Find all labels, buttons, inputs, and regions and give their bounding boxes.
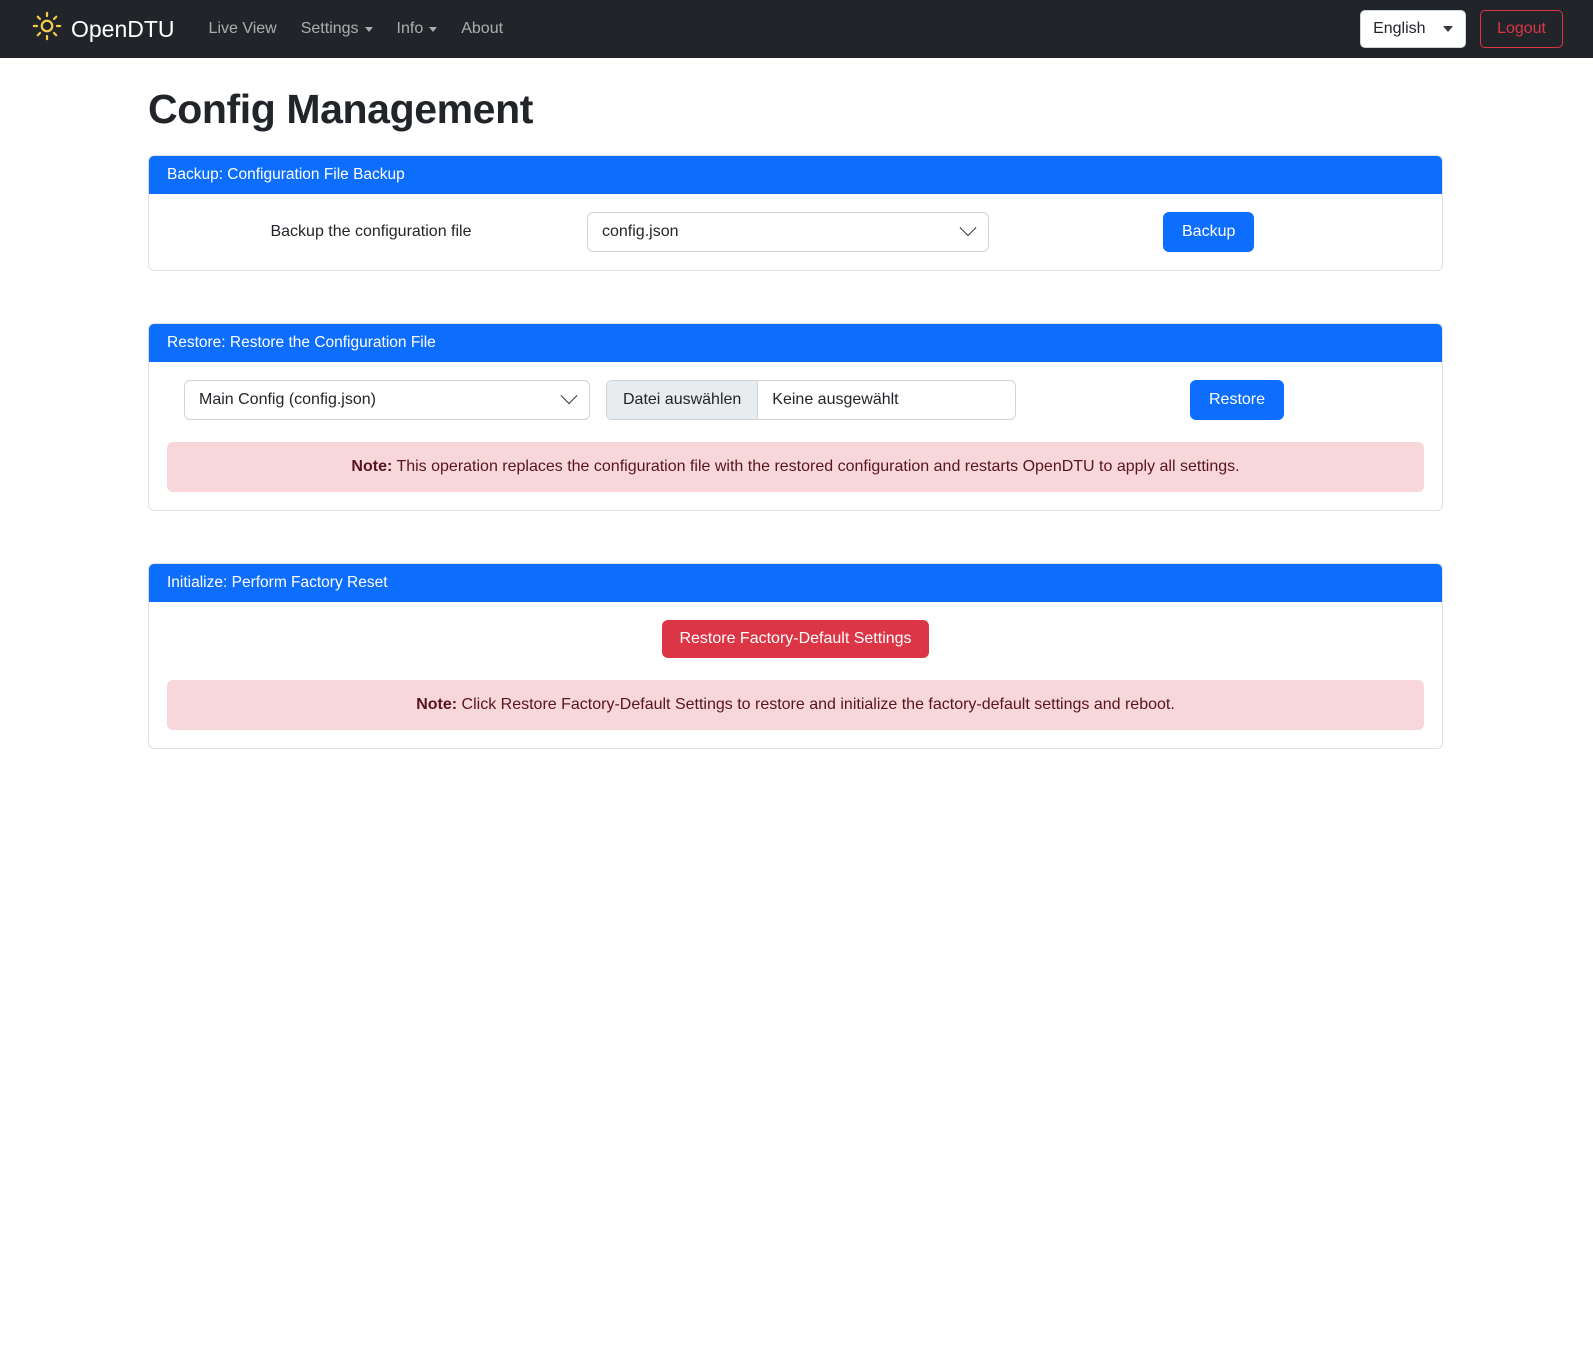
initialize-card-body [149,602,1442,748]
sun-icon [32,11,62,47]
restore-note-prefix: Note: [351,458,393,475]
chevron-down-icon [365,27,373,32]
logout-button[interactable]: Logout [1480,10,1563,48]
chevron-down-icon [960,219,977,236]
restore-config-select-value: Main Config (config.json) [199,391,376,408]
restore-note-text: This operation replaces the configuration file with the restored configuration and restarts OpenDTU to apply all settings. [396,458,1240,475]
initialize-card [148,563,1443,749]
nav-item-live-view-label: Live View [208,20,277,37]
navbar-right [1360,10,1577,48]
restore-factory-default-button[interactable]: Restore Factory-Default Settings [662,620,928,658]
backup-label: Backup the configuration file [270,223,472,240]
page-title: Config Management [148,86,533,132]
restore-card-header: Restore: Restore the Configuration File [149,324,1442,362]
restore-button[interactable]: Restore [1190,380,1284,420]
nav-item-about-label: About [461,20,504,37]
initialize-note [167,680,1424,730]
choose-file-button[interactable]: Datei auswählen [607,381,758,419]
backup-button[interactable]: Backup [1163,212,1254,252]
language-select[interactable] [1360,10,1466,48]
nav-item-live-view[interactable] [197,12,289,46]
restore-file-input[interactable] [606,380,1016,420]
restore-config-select[interactable] [184,380,590,420]
language-select-value: English [1373,20,1426,37]
nav-item-settings[interactable] [289,12,385,46]
nav-item-settings-label: Settings [300,20,359,37]
initialize-card-header: Initialize: Perform Factory Reset [149,564,1442,602]
page-content [0,86,1593,749]
backup-card [148,155,1443,271]
backup-row [167,212,1424,252]
nav-item-about[interactable] [449,12,515,46]
chevron-down-icon [429,27,437,32]
chosen-file-name: Keine ausgewählt [772,391,899,408]
restore-card-body [149,362,1442,510]
backup-card-header: Backup: Configuration File Backup [149,156,1442,194]
nav-links [197,12,516,46]
restore-row [167,380,1424,420]
chevron-down-icon [561,387,578,404]
backup-card-body [149,194,1442,270]
restore-card [148,323,1443,511]
nav-item-info-label: Info [396,20,424,37]
nav-item-info[interactable] [385,12,450,46]
factory-reset-row [167,620,1424,658]
brand[interactable] [32,11,175,47]
restore-note [167,442,1424,492]
initialize-note-text: Click Restore Factory-Default Settings to restore and initialize the factory-default settings and reboot. [461,696,1175,713]
backup-file-select-value: config.json [602,223,679,240]
chevron-down-icon [1443,26,1453,32]
brand-label: OpenDTU [71,15,175,42]
backup-file-select[interactable] [587,212,989,252]
top-navbar [0,0,1593,58]
initialize-note-prefix: Note: [416,696,458,713]
